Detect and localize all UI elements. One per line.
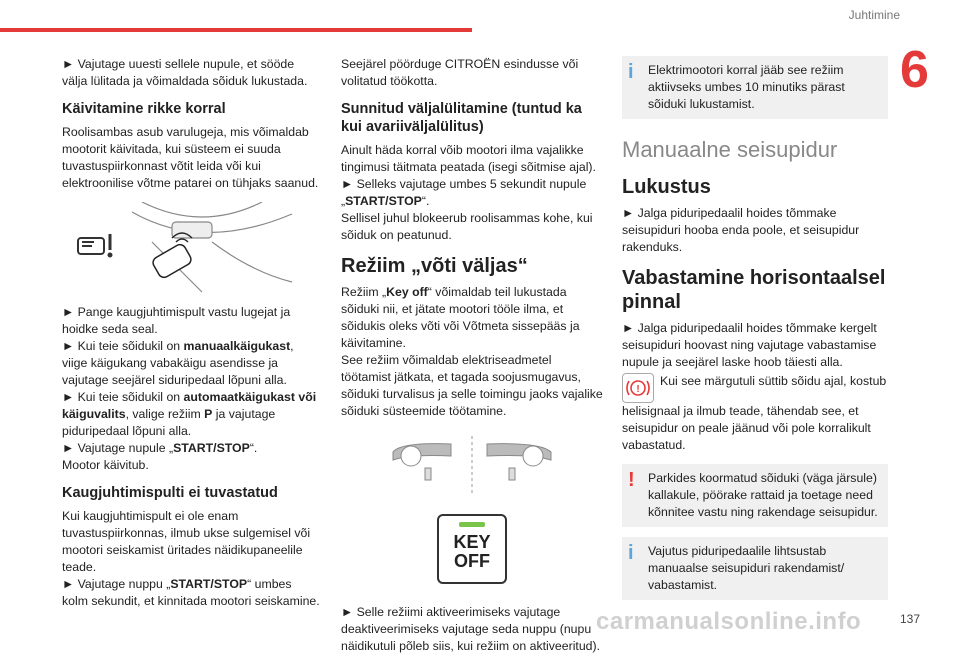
dashboard-left-drawing <box>393 444 451 480</box>
warning-icon: ! <box>628 469 635 491</box>
section-title-manual-parking-brake: Manuaalne seisupidur <box>622 137 838 162</box>
key-off-illustration <box>341 430 603 596</box>
parking-brake-warning-icon <box>622 373 654 403</box>
paragraph: Sellisel juhul blokeerub roolisammas kohe, kui sõiduk on peatunud. <box>341 211 593 242</box>
column-2 <box>341 56 603 665</box>
steering-column-reader-illustration <box>62 202 320 294</box>
chapter-number: 6 <box>900 41 929 99</box>
paragraph: See režiim võimaldab elektriseadmetel töötamist jätkata, et tagada soojusmugavus, sõiduki turvalisus ja selle toimingu jaoks vajalike sõiduki süsteemide töötamine. <box>341 353 603 418</box>
svg-text:!: ! <box>636 384 640 395</box>
paragraph: ► Vajutage uuesti sellele nupule, et sööde välja lülitada ja võimaldada sõiduk lukustada. <box>62 57 308 88</box>
paragraph: ► Kui teie sõidukil on manuaalkäigukast, viige käigukang vabakäigu asendisse ja vajutage seejärel siduripedaal lõpuni alla. <box>62 339 294 387</box>
info-box-electric: i Elektrimootori korral jääb see režiim aktiivseks umbes 10 minutiks pärast sõiduki lukustamist. <box>622 56 888 119</box>
key-off-button <box>437 514 507 584</box>
watermark: carmanualsonline.info <box>596 608 862 635</box>
paragraph-warning-lamp: ! Kui see märgutuli süttib sõidu ajal, kostub helisignaal ja ilmub teade, tähendab see, et seisupidur on peale jäänud või pole korralikult vabastatud. <box>622 374 887 452</box>
heading-remote-not-detected: Kaugjuhtimispulti ei tuvastatud <box>62 485 278 501</box>
dashboard-right-drawing <box>487 444 551 480</box>
heading-release-level: Vabastamine horisontaalsel pinnal <box>622 267 886 313</box>
column-3 <box>622 56 888 610</box>
indicator-led-icon <box>459 522 485 527</box>
paragraph: ► Jalga piduripedaalil hoides tõmmake seisupiduri hooba enda poole, et seisupidur rakenduks. <box>622 206 860 254</box>
off-label: OFF <box>454 551 490 571</box>
heading-forced-shutdown: Sunnitud väljalülitamine (tuntud ka kui avariiväljalülitus) <box>341 101 582 135</box>
paragraph: Kui kaugjuhtimispult ei ole enam tuvastuspiirkonnas, ilmub ukse sulgemisel või mootori seiskamist üritades näidikupaneelile teade. <box>62 509 311 574</box>
remote-key-fob-drawing <box>151 233 193 280</box>
info-box-brake-pedal: i Vajutus piduripedaalile lihtsustab manuaalse seisupiduri rakendamist/ vabastamist. <box>622 537 888 600</box>
heading-start-failure: Käivitamine rikke korral <box>62 101 226 117</box>
header-accent-bar <box>0 28 472 32</box>
paragraph: ► Jalga piduripedaalil hoides tõmmake kergelt seisupiduri hoovast ning vajutage vabastamise nupule ja seejärel laske hoob täiesti alla. <box>622 321 877 369</box>
info-icon: i <box>628 61 634 83</box>
paragraph: Ainult häda korral võib mootori ilma vajalikke tingimusi täitmata peatada (isegi sõitmise ajal). <box>341 143 596 174</box>
dashboard-variants-svg <box>341 430 603 510</box>
heading-key-off-mode: Režiim „võti väljas“ <box>341 255 528 277</box>
paragraph: Roolisambas asub varulugeja, mis võimaldab mootorit käivitada, kui süsteem ei suuda tuvastuspiirkonnast võtit leida või kui elektroonilise võtme patarei on tühjaks saanud. <box>62 125 319 190</box>
steering-wheel-drawing <box>132 202 292 292</box>
column-1 <box>62 56 320 620</box>
paragraph: ► Kui teie sõidukil on automaatkäigukast või käiguvalits, valige režiim P ja vajutage piduripedaal lõpuni alla. <box>62 390 317 438</box>
paragraph: ► Selleks vajutage umbes 5 sekundit nupule „START/STOP“. <box>341 177 587 208</box>
key-label: KEY <box>453 532 491 552</box>
paragraph: Režiim „Key off“ võimaldab teil lukustada sõiduki nii, et jätate mootori tööle ilma, et sõidukis oleks võti või Võtmeta sissepääs ja käivitamine. <box>341 285 580 350</box>
reader-illustration-svg <box>62 202 320 294</box>
page-number: 137 <box>900 612 921 626</box>
paragraph: Seejärel pöörduge CITROËN esindusse või volitatud töökotta. <box>341 57 579 88</box>
paragraph: ► Selle režiimi aktiveerimiseks vajutage deaktiveerimiseks vajutage seda nuppu (nupu näidikutuli põleb siis, kui režiim on aktiveeritud). <box>341 605 601 653</box>
paragraph: ► Vajutage nuppu „START/STOP“ umbes kolm sekundit, et kinnitada mootori seiskamine. <box>62 577 320 608</box>
chapter-title: Juhtimine <box>848 8 900 22</box>
warning-box-slope-parking: ! Parkides koormatud sõiduki (väga järsule) kallakule, pöörake rattaid ja toetage need kõnnitee vastu ning rakendage seisupidur. <box>622 464 888 527</box>
paragraph: ► Pange kaugjuhtimispult vastu lugejat ja hoidke seda seal. <box>62 305 291 336</box>
heading-lock: Lukustus <box>622 176 711 198</box>
key-warning-icon <box>78 234 112 257</box>
paragraph: ► Vajutage nupule „START/STOP“. <box>62 441 258 455</box>
paragraph: Mootor käivitub. <box>62 458 149 472</box>
info-icon: i <box>628 542 634 564</box>
